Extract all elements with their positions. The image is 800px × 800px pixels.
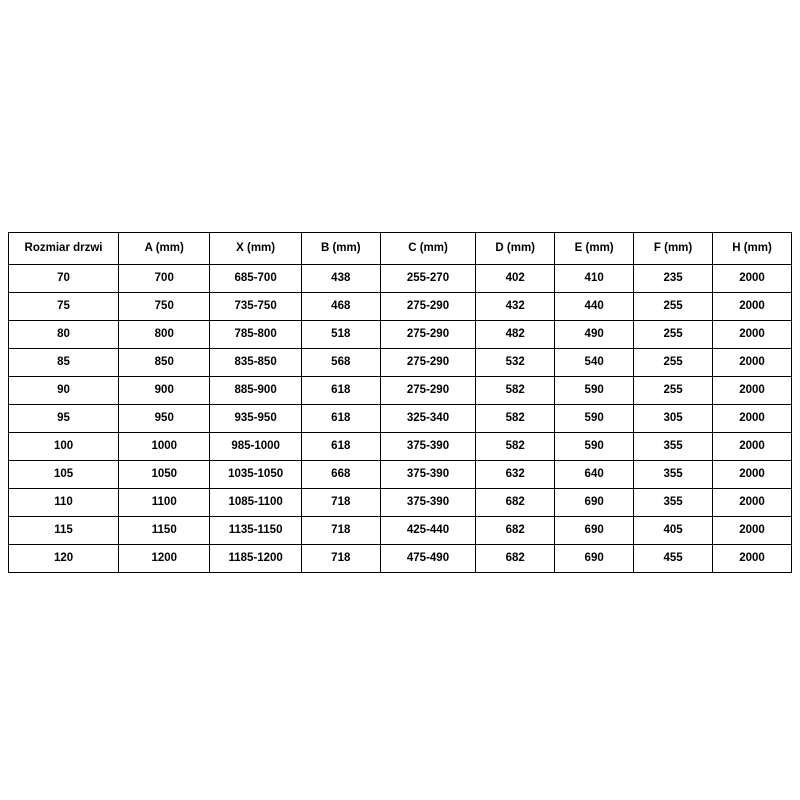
table-row — [9, 461, 792, 489]
cell-d: 402 — [476, 265, 555, 293]
cell-a: 750 — [119, 293, 210, 321]
spec-table-container — [8, 232, 792, 573]
column-header-a: A (mm) — [119, 233, 210, 265]
cell-c: 275-290 — [380, 349, 476, 377]
cell-f: 355 — [634, 461, 713, 489]
cell-h: 2000 — [713, 545, 792, 573]
cell-rozmiar-drzwi: 105 — [9, 461, 119, 489]
cell-a: 700 — [119, 265, 210, 293]
column-header-e: E (mm) — [555, 233, 634, 265]
cell-a: 950 — [119, 405, 210, 433]
cell-c: 255-270 — [380, 265, 476, 293]
table-row — [9, 517, 792, 545]
cell-a: 1050 — [119, 461, 210, 489]
cell-h: 2000 — [713, 489, 792, 517]
cell-d: 632 — [476, 461, 555, 489]
cell-rozmiar-drzwi: 120 — [9, 545, 119, 573]
cell-h: 2000 — [713, 265, 792, 293]
cell-rozmiar-drzwi: 85 — [9, 349, 119, 377]
table-row — [9, 433, 792, 461]
cell-rozmiar-drzwi: 100 — [9, 433, 119, 461]
cell-b: 618 — [301, 433, 380, 461]
cell-x: 1135-1150 — [210, 517, 301, 545]
table-row — [9, 321, 792, 349]
column-header-c: C (mm) — [380, 233, 476, 265]
cell-b: 568 — [301, 349, 380, 377]
cell-c: 275-290 — [380, 321, 476, 349]
column-header-b: B (mm) — [301, 233, 380, 265]
cell-a: 1100 — [119, 489, 210, 517]
column-header-x: X (mm) — [210, 233, 301, 265]
cell-h: 2000 — [713, 293, 792, 321]
cell-e: 690 — [555, 517, 634, 545]
cell-a: 1200 — [119, 545, 210, 573]
cell-d: 682 — [476, 545, 555, 573]
cell-e: 590 — [555, 377, 634, 405]
cell-f: 305 — [634, 405, 713, 433]
cell-x: 685-700 — [210, 265, 301, 293]
cell-f: 255 — [634, 293, 713, 321]
cell-c: 375-390 — [380, 433, 476, 461]
cell-x: 785-800 — [210, 321, 301, 349]
cell-b: 668 — [301, 461, 380, 489]
cell-e: 690 — [555, 545, 634, 573]
cell-e: 490 — [555, 321, 634, 349]
table-header-row — [9, 233, 792, 265]
cell-c: 275-290 — [380, 293, 476, 321]
cell-f: 255 — [634, 349, 713, 377]
cell-c: 325-340 — [380, 405, 476, 433]
cell-f: 255 — [634, 377, 713, 405]
cell-x: 885-900 — [210, 377, 301, 405]
cell-h: 2000 — [713, 405, 792, 433]
cell-a: 1150 — [119, 517, 210, 545]
cell-d: 532 — [476, 349, 555, 377]
cell-b: 618 — [301, 377, 380, 405]
cell-b: 438 — [301, 265, 380, 293]
table-header — [9, 233, 792, 265]
cell-rozmiar-drzwi: 80 — [9, 321, 119, 349]
cell-x: 835-850 — [210, 349, 301, 377]
cell-a: 900 — [119, 377, 210, 405]
cell-h: 2000 — [713, 349, 792, 377]
cell-f: 355 — [634, 489, 713, 517]
table-row — [9, 293, 792, 321]
cell-d: 682 — [476, 489, 555, 517]
table-row — [9, 349, 792, 377]
cell-h: 2000 — [713, 377, 792, 405]
cell-e: 540 — [555, 349, 634, 377]
cell-b: 718 — [301, 489, 380, 517]
cell-h: 2000 — [713, 321, 792, 349]
cell-a: 800 — [119, 321, 210, 349]
cell-e: 690 — [555, 489, 634, 517]
cell-b: 618 — [301, 405, 380, 433]
cell-h: 2000 — [713, 433, 792, 461]
column-header-d: D (mm) — [476, 233, 555, 265]
cell-f: 235 — [634, 265, 713, 293]
cell-rozmiar-drzwi: 95 — [9, 405, 119, 433]
cell-a: 850 — [119, 349, 210, 377]
cell-h: 2000 — [713, 461, 792, 489]
cell-rozmiar-drzwi: 70 — [9, 265, 119, 293]
cell-x: 1085-1100 — [210, 489, 301, 517]
cell-d: 582 — [476, 377, 555, 405]
cell-a: 1000 — [119, 433, 210, 461]
cell-f: 455 — [634, 545, 713, 573]
cell-x: 735-750 — [210, 293, 301, 321]
cell-b: 518 — [301, 321, 380, 349]
cell-c: 475-490 — [380, 545, 476, 573]
cell-rozmiar-drzwi: 110 — [9, 489, 119, 517]
cell-e: 590 — [555, 405, 634, 433]
cell-rozmiar-drzwi: 90 — [9, 377, 119, 405]
cell-b: 718 — [301, 545, 380, 573]
cell-e: 590 — [555, 433, 634, 461]
table-row — [9, 265, 792, 293]
column-header-f: F (mm) — [634, 233, 713, 265]
cell-b: 468 — [301, 293, 380, 321]
cell-d: 582 — [476, 433, 555, 461]
cell-x: 1185-1200 — [210, 545, 301, 573]
cell-c: 425-440 — [380, 517, 476, 545]
cell-x: 985-1000 — [210, 433, 301, 461]
table-row — [9, 545, 792, 573]
cell-h: 2000 — [713, 517, 792, 545]
cell-e: 440 — [555, 293, 634, 321]
cell-e: 410 — [555, 265, 634, 293]
cell-x: 1035-1050 — [210, 461, 301, 489]
column-header-h: H (mm) — [713, 233, 792, 265]
cell-f: 255 — [634, 321, 713, 349]
cell-e: 640 — [555, 461, 634, 489]
cell-d: 682 — [476, 517, 555, 545]
cell-f: 405 — [634, 517, 713, 545]
cell-c: 375-390 — [380, 489, 476, 517]
column-header-rozmiar-drzwi: Rozmiar drzwi — [9, 233, 119, 265]
cell-c: 275-290 — [380, 377, 476, 405]
cell-d: 432 — [476, 293, 555, 321]
cell-b: 718 — [301, 517, 380, 545]
table-body — [9, 265, 792, 573]
table-row — [9, 405, 792, 433]
cell-d: 482 — [476, 321, 555, 349]
cell-rozmiar-drzwi: 75 — [9, 293, 119, 321]
cell-f: 355 — [634, 433, 713, 461]
table-row — [9, 377, 792, 405]
table-row — [9, 489, 792, 517]
cell-c: 375-390 — [380, 461, 476, 489]
cell-x: 935-950 — [210, 405, 301, 433]
cell-d: 582 — [476, 405, 555, 433]
cell-rozmiar-drzwi: 115 — [9, 517, 119, 545]
door-size-spec-table — [8, 232, 792, 573]
